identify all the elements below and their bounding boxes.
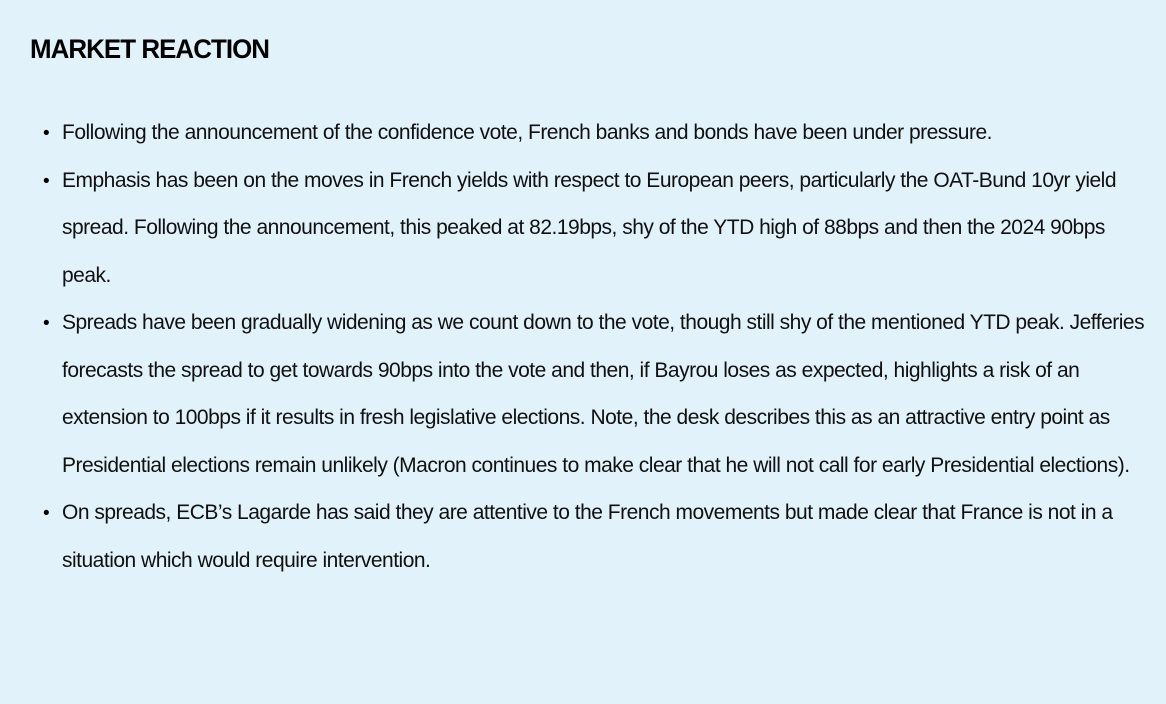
list-item [62,299,1146,489]
page-title: MARKET REACTION [30,34,270,64]
page [0,34,1166,704]
bullet-text: Following the announcement of the confidence vote, French banks and bonds have been under pressure. [62,121,992,145]
list-item [62,109,1146,157]
bullet-text: Emphasis has been on the moves in French yields with respect to European peers, particularly the OAT-Bund 10yr yield spread. Following the announcement, this peaked at 82.19bps, shy of the YTD high of 88bps and then the 2024 90bps peak. [62,168,1117,287]
bullet-list [0,109,1166,584]
bullet-icon [43,109,49,158]
bullet-icon [43,489,49,538]
bullet-icon [43,157,49,206]
market-reaction-note [0,34,1166,704]
list-item [62,489,1146,584]
bullet-icon [43,299,49,348]
bullet-text: On spreads, ECB’s Lagarde has said they are attentive to the French movements but made clear that France is not in a situation which would require intervention. [62,501,1113,572]
list-item [62,157,1146,300]
bullet-text: Spreads have been gradually widening as we count down to the vote, though still shy of the mentioned YTD peak. Jefferies forecasts the spread to get towards 90bps into the vote and then, if Bayrou loses as expected, highlights a risk of an extension to 100bps if it results in fresh legislative elections. Note, the desk describes this as an attractive entry point as Presidential elections remain unlikely (Macron continues to make clear that he will not call for early Presidential elections). [62,311,1145,477]
